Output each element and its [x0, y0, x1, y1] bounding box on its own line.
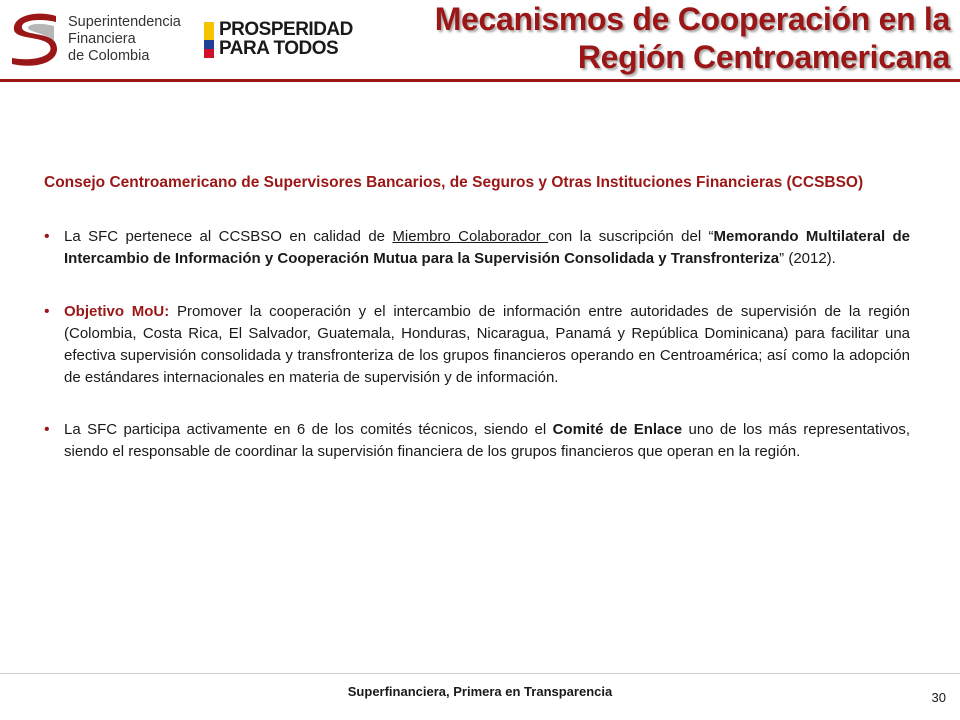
sfc-logo-line-1: Superintendencia — [68, 14, 181, 30]
prosperidad-line-1: PROSPERIDAD — [219, 19, 353, 40]
bullet1-text-2: con la suscripción del “ — [548, 228, 714, 245]
bullet2-label: Objetivo MoU: — [64, 303, 170, 320]
sfc-logo — [6, 8, 181, 70]
footer-slogan: Superfinanciera, Primera en Transparencia — [347, 684, 613, 699]
sfc-logo-line-3: de Colombia — [68, 48, 150, 64]
sfc-logo-line-2: Financiera — [68, 31, 136, 47]
bullet3-text-2: uno de los más representativos, siendo el responsable de coordinar la supervisión financiera de los grupos financieros que operan en la región. — [64, 421, 910, 460]
footer-divider — [0, 673, 960, 674]
bullet-list — [44, 226, 910, 463]
bullet-item-membership — [44, 226, 910, 270]
section-heading: Consejo Centroamericano de Supervisores Bancarios, de Seguros y Otras Instituciones Financieras (CCSBSO) — [44, 174, 864, 191]
slide-title — [435, 0, 950, 76]
slide-title-line-2: Región Centroamericana — [577, 39, 950, 75]
sfc-logo-text — [68, 14, 181, 65]
prosperidad-text — [219, 20, 353, 58]
page-number: 30 — [931, 690, 946, 705]
bullet-dot-icon: • — [44, 228, 50, 245]
header-divider — [0, 79, 960, 82]
bullet-item-committees — [44, 419, 910, 463]
colombia-flag-icon — [204, 22, 214, 58]
bullet3-text-1: La SFC participa activamente en 6 de los comités técnicos, siendo el — [64, 421, 553, 438]
bullet-item-objective — [44, 301, 910, 389]
sfc-logo-mark-icon — [6, 8, 62, 68]
slide-title-line-1: Mecanismos de Cooperación en la — [434, 1, 950, 37]
prosperidad-logo — [204, 20, 354, 62]
bullet3-bold: Comité de Enlace — [552, 421, 683, 438]
bullet1-text-1: La SFC pertenece al CCSBSO en calidad de — [64, 228, 393, 245]
bullet-dot-icon: • — [44, 303, 50, 320]
bullet2-text: Promover la cooperación y el intercambio de información entre autoridades de supervisión de la región (Colombia, Costa Rica, El Salvador, Guatemala, Honduras, Nicaragua, Panamá y República Dominicana) para facilitar una efectiva supervisión consolidada y transfronteriza de los grupos financieros operando en Centroamérica; así como la adopción de estándares internacionales en materia de supervisión y de información. — [64, 303, 910, 386]
bullet1-bold: Memorando Multilateral de Intercambio de Información y Cooperación Mutua para la Supervisión Consolidada y Transfronteriza — [64, 228, 911, 267]
bullet1-text-3: ” (2012). — [779, 250, 836, 267]
slide-content — [44, 172, 910, 463]
prosperidad-line-2: PARA TODOS — [219, 38, 339, 59]
bullet1-underlined: Miembro Colaborador — [392, 228, 549, 245]
bullet-dot-icon: • — [44, 421, 50, 438]
